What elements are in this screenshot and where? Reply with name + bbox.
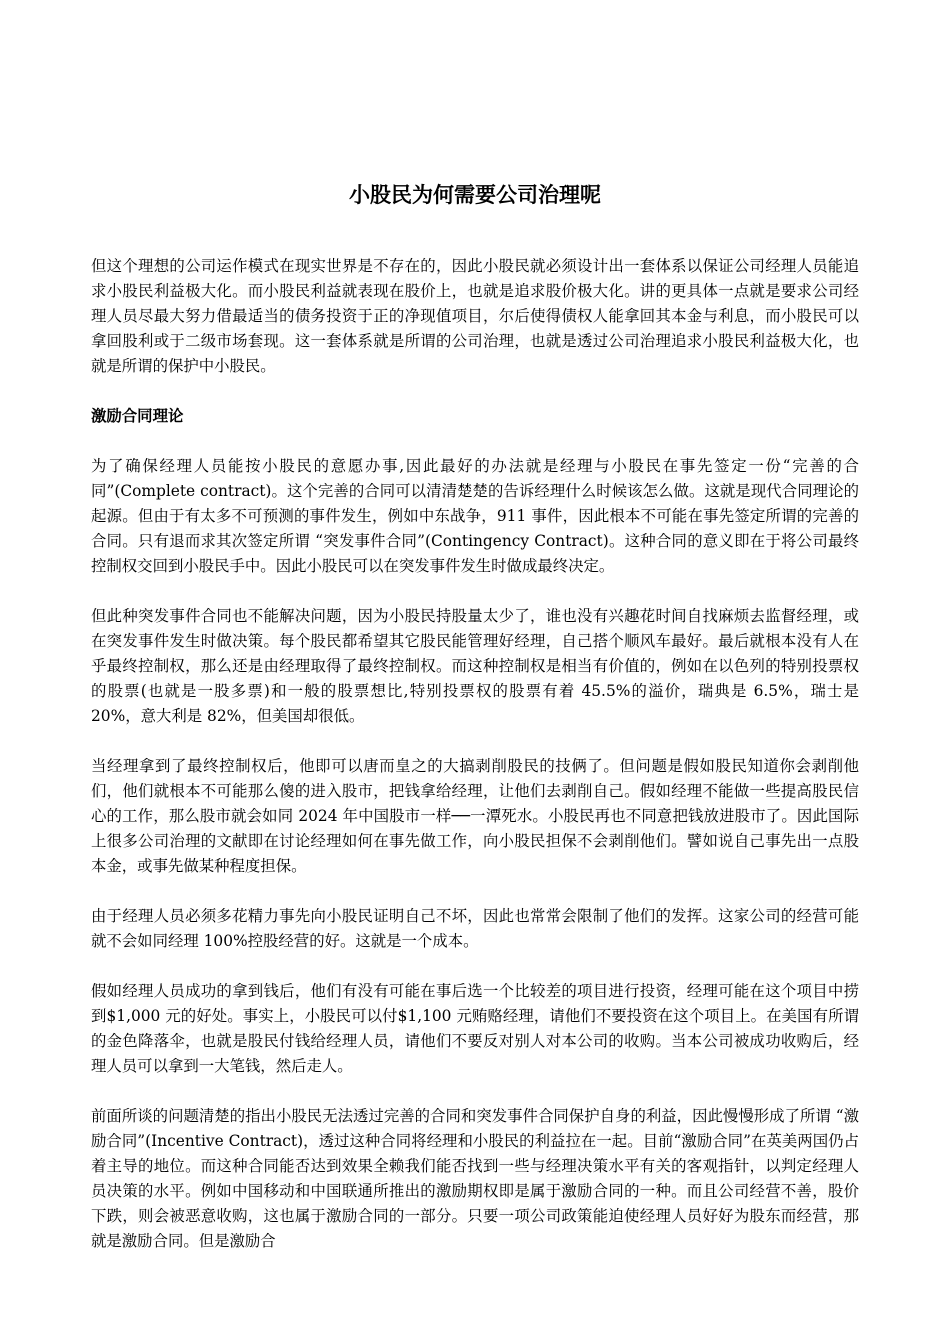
paragraph-1: 但这个理想的公司运作模式在现实世界是不存在的，因此小股民就必须设计出一套体系以保证公司经理人员能追求小股民利益极大化。而小股民利益就表现在股价上，也就是追求股价极大化。讲的更具体一点就是要求公司经理人员尽最大努力借最适当的债务投资于正的净现值项目，尔后使得债权人能拿回其本金与利息，而小股民可以拿回股利或于二级市场套现。这一套体系就是所谓的公司治理，也就是透过公司治理追求小股民利益极大化，也就是所谓的保护中小股民。 <box>91 257 859 375</box>
paragraph-4: 当经理拿到了最终控制权后，他即可以唐而皇之的大搞剥削股民的技俩了。但问题是假如股民知道你会剥削他们，他们就根本不可能那么傻的进入股市，把钱拿给经理，让他们去剥削自己。假如经理不能做一些提高股民信心的工作，那么股市就会如同 2024 年中国股市一样──一潭死水。小股民再也不同意把钱放进股市了。因此国际上很多公司治理的文献即在讨论经理如何在事先做工作，向小股民担保不会剥削他们。譬如说自己事先出一点股本金，或事先做某种程度担保。 <box>91 757 859 875</box>
paragraph-7: 前面所谈的问题清楚的指出小股民无法透过完善的合同和突发事件合同保护自身的利益，因此慢慢形成了所谓 “激励合同”(Incentive Contract)，透过这种合同将经理和小股民的利益拉在一起。目前“激励合同”在英美两国仍占着主导的地位。而这种合同能否达到效果全赖我们能否找到一些与经理决策水平有关的客观指针，以判定经理人员决策的水平。例如中国移动和中国联通所推出的激励期权即是属于激励合同的一种。而且公司经营不善，股价下跌，则会被恶意收购，这也属于激励合同的一部分。只要一项公司政策能迫使经理人员好好为股东而经营，那就是激励合同。但是激励合 <box>91 1107 859 1250</box>
paragraph-5: 由于经理人员必须多花精力事先向小股民证明自己不坏，因此也常常会限制了他们的发挥。这家公司的经营可能就不会如同经理 100%控股经营的好。这就是一个成本。 <box>91 907 859 950</box>
section-heading: 激励合同理论 <box>91 407 184 425</box>
paragraph-6: 假如经理人员成功的拿到钱后，他们有没有可能在事后选一个比较差的项目进行投资，经理可能在这个项目中捞到$1,000 元的好处。事实上，小股民可以付$1,100 元贿赂经理，请他们不要投资在这个项目上。在美国有所谓的金色降落伞，也就是股民付钱给经理人员，请他们不要反对别人对本公司的收购。当本公司被成功收购后，经理人员可以拿到一大笔钱，然后走人。 <box>91 982 859 1075</box>
paragraph-2: 为了确保经理人员能按小股民的意愿办事,因此最好的办法就是经理与小股民在事先签定一份“完善的合同”(Complete contract)。这个完善的合同可以清清楚楚的告诉经理什么时候该怎么做。这就是现代合同理论的起源。但由于有太多不可预测的事件发生，例如中东战争，911 事件，因此根本不可能在事先签定所谓的完善的合同。只有退而求其次签定所谓 “突发事件合同”(Contingency Contract)。这种合同的意义即在于将公司最终控制权交回到小股民手中。因此小股民可以在突发事件发生时做成最终决定。 <box>91 457 859 575</box>
paragraph-3: 但此种突发事件合同也不能解决问题，因为小股民持股量太少了，谁也没有兴趣花时间自找麻烦去监督经理，或在突发事件发生时做决策。每个股民都希望其它股民能管理好经理，自己搭个顺风车最好。最后就根本没有人在乎最终控制权，那么还是由经理取得了最终控制权。而这种控制权是相当有价值的，例如在以色列的特别投票权的股票(也就是一股多票)和一般的股票想比,特别投票权的股票有着 45.5%的溢价，瑞典是 6.5%，瑞士是 20%，意大利是 82%，但美国却很低。 <box>91 607 859 725</box>
document-title: 小股民为何需要公司治理呢 <box>349 182 601 207</box>
